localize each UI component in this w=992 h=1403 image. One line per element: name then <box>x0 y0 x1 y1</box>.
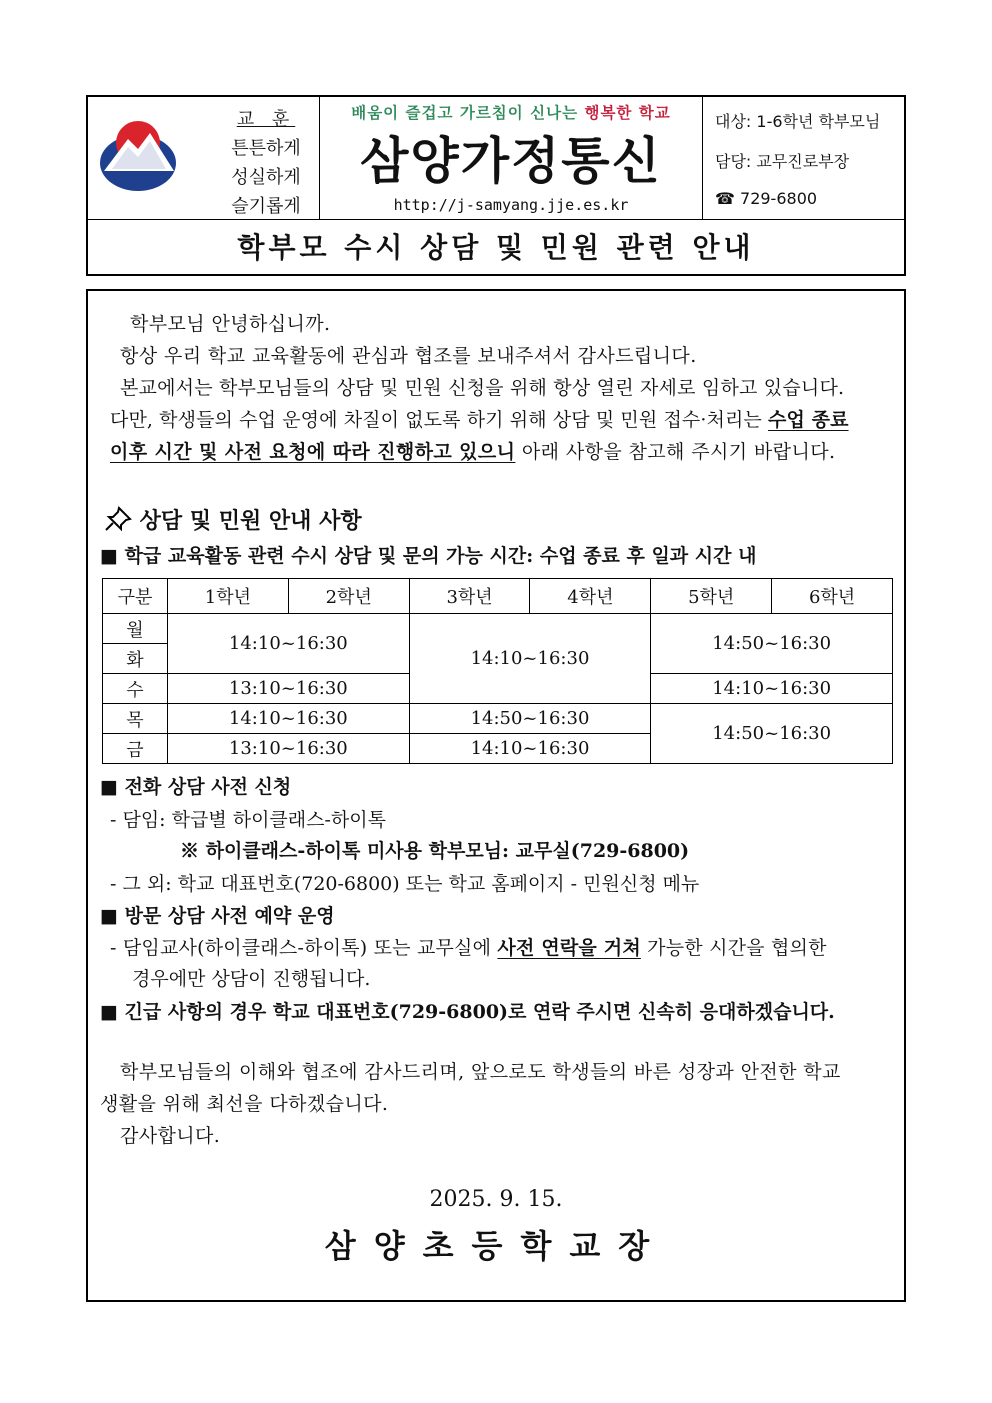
time-cell: 13:10~16:30 <box>168 674 410 704</box>
section-heading <box>104 504 362 535</box>
table-header: 3학년 <box>409 579 530 614</box>
table-header: 1학년 <box>168 579 289 614</box>
slogan-part: 행복한 학교 <box>584 104 671 122</box>
intro-line: 본교에서는 학부모님들의 상담 및 민원 신청을 위해 항상 열린 자세로 임하고 있습니다. <box>120 377 845 399</box>
day-cell: 목 <box>103 704 168 734</box>
time-cell: 13:10~16:30 <box>168 734 410 764</box>
intro-text: 다만, 학생들의 수업 운영에 차질이 없도록 하기 위해 상담 및 민원 접수·처리는 <box>110 409 769 431</box>
visit-text: 가능한 시간을 협의한 <box>640 937 827 959</box>
motto-line: 성실하게 <box>231 167 301 188</box>
day-cell: 금 <box>103 734 168 764</box>
target-audience: 대상: 1-6학년 학부모님 <box>715 112 881 131</box>
time-cell: 14:10~16:30 <box>168 614 410 674</box>
table-row <box>103 704 893 734</box>
issue-date: 2025. 9. 15. <box>429 1187 563 1212</box>
slogan-part: 배움이 즐겁고 가르침이 신나는 <box>351 104 585 122</box>
table-header: 구분 <box>103 579 168 614</box>
pushpin-icon <box>104 506 132 532</box>
consult-schedule-table <box>102 578 893 764</box>
closing-line: 생활을 위해 최선을 다하겠습니다. <box>100 1093 389 1115</box>
school-motto <box>224 105 308 221</box>
visit-consult-heading: ■ 방문 상담 사전 예약 운영 <box>100 905 335 927</box>
time-cell: 14:10~16:30 <box>409 734 651 764</box>
table-header: 2학년 <box>288 579 409 614</box>
visit-consult-line: 경우에만 상담이 진행됩니다. <box>132 968 371 990</box>
intro-line <box>110 437 835 468</box>
section-title: 상담 및 민원 안내 사항 <box>139 508 362 534</box>
time-cell: 14:10~16:30 <box>409 614 651 704</box>
newsletter-header <box>86 95 906 276</box>
visit-text: - 담임교사(하이클래스-하이톡) 또는 교무실에 <box>110 937 498 959</box>
time-cell: 14:50~16:30 <box>651 614 893 674</box>
time-cell: 14:10~16:30 <box>651 674 893 704</box>
phone-consult-note: ※ 하이클래스-하이톡 미사용 학부모님: 교무실(729-6800) <box>180 840 690 862</box>
closing-line: 감사합니다. <box>120 1125 221 1147</box>
day-cell: 수 <box>103 674 168 704</box>
day-cell: 화 <box>103 644 168 674</box>
school-logo-icon <box>98 119 178 193</box>
manager: 담당: 교무진로부장 <box>715 152 850 171</box>
intro-line: 항상 우리 학교 교육활동에 관심과 협조를 보내주셔서 감사드립니다. <box>120 345 697 367</box>
visit-consult-line <box>110 933 827 960</box>
consult-hours-heading: ■ 학급 교육활동 관련 수시 상담 및 문의 가능 시간: 수업 종료 후 일과 시간 내 <box>100 545 757 567</box>
motto-title: 교 훈 <box>236 109 296 130</box>
newsletter-name: 삼양가정통신 <box>360 132 662 190</box>
motto-cell <box>88 97 320 220</box>
greeting: 학부모님 안녕하십니까. <box>130 313 331 335</box>
table-header-row <box>103 579 893 614</box>
document-title: 학부모 수시 상담 및 민원 관련 안내 <box>237 231 755 264</box>
principal-signature: 삼양초등학교장 <box>324 1227 668 1265</box>
time-cell: 14:50~16:30 <box>651 704 893 764</box>
brand-cell <box>320 97 703 220</box>
letter-body <box>86 289 906 1302</box>
motto-line: 슬기롭게 <box>231 196 301 217</box>
intro-text: 아래 사항을 참고해 주시기 바랍니다. <box>515 441 836 463</box>
school-slogan <box>320 101 702 123</box>
day-cell: 월 <box>103 614 168 644</box>
phone-consult-line: - 그 외: 학교 대표번호(720-6800) 또는 학교 홈페이지 - 민원신청 메뉴 <box>110 873 700 895</box>
table-header: 6학년 <box>772 579 893 614</box>
table-header: 4학년 <box>530 579 651 614</box>
table-row <box>103 614 893 644</box>
school-url: http://j-samyang.jje.es.kr <box>393 196 629 214</box>
intro-emphasis: 수업 종료 <box>768 409 849 431</box>
info-cell <box>703 97 904 220</box>
time-cell: 14:10~16:30 <box>168 704 410 734</box>
time-cell: 14:50~16:30 <box>409 704 651 734</box>
motto-line: 튼튼하게 <box>231 138 301 159</box>
visit-emphasis: 사전 연락을 거쳐 <box>497 937 641 959</box>
table-header: 5학년 <box>651 579 772 614</box>
phone-consult-line: - 담임: 학급별 하이클래스-하이톡 <box>110 809 386 831</box>
intro-line <box>110 405 849 436</box>
phone-number: ☎ 729-6800 <box>715 189 818 208</box>
closing-line: 학부모님들의 이해와 협조에 감사드리며, 앞으로도 학생들의 바른 성장과 안전한 학교 <box>120 1061 841 1083</box>
phone-consult-heading: ■ 전화 상담 사전 신청 <box>100 776 292 798</box>
intro-emphasis: 이후 시간 및 사전 요청에 따라 진행하고 있으니 <box>110 441 516 463</box>
urgent-notice: ■ 긴급 사항의 경우 학교 대표번호(729-6800)로 연락 주시면 신속히 응대하겠습니다. <box>100 1001 835 1023</box>
